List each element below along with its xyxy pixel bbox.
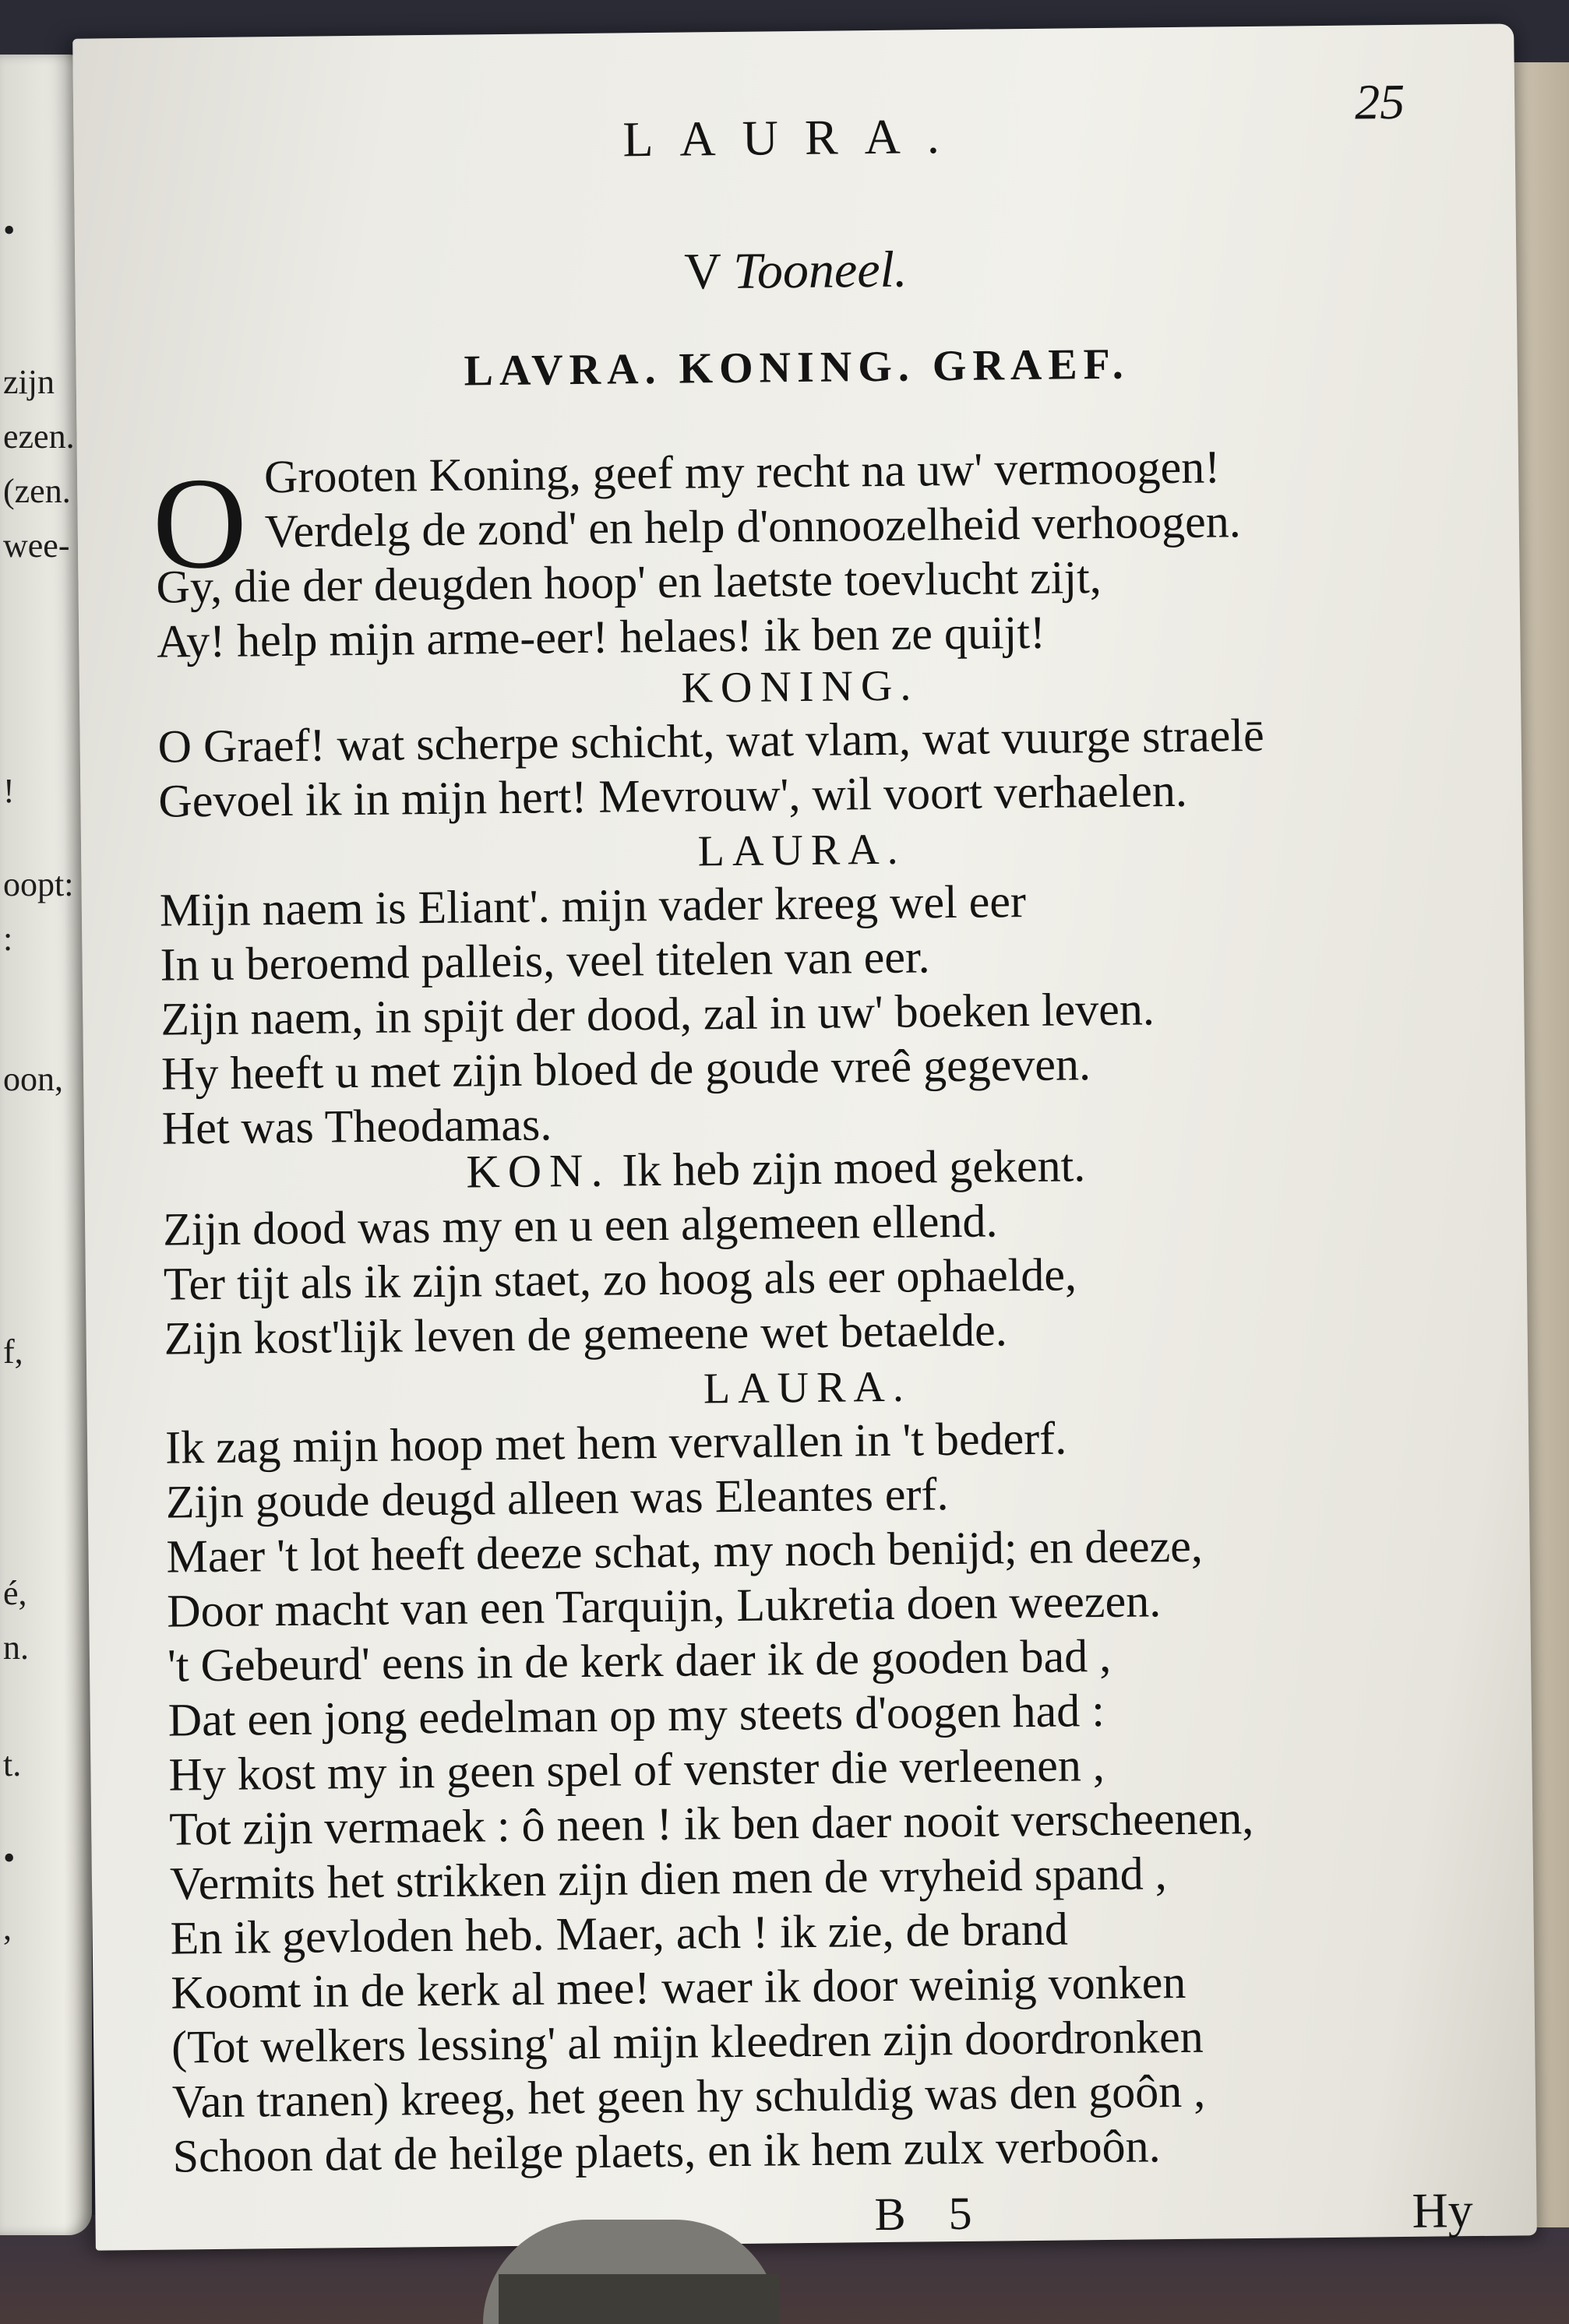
verse-line: Maer 't lot heeft deeze schat, my noch benijd; en deeze, [166,1519,1204,1583]
verse-line: Ter tijt als ik zijn staet, zo hoog als eer ophaelde, [163,1248,1077,1310]
verse-line: Hy kost my in geen spel of venster die verleenen , [168,1739,1105,1801]
page-number: 25 [1354,73,1405,130]
verse-line: (Tot welkers lessing' al mijn kleedren zijn doordronken [171,2010,1204,2073]
scene-heading [153,234,1439,307]
running-head: LAURA. [622,107,967,167]
scene-word: Tooneel. [732,241,908,300]
verse-line: Zijn kost'lijk leven de gemeene wet betaelde. [164,1304,1008,1364]
left-fragment: t. [3,1745,22,1783]
verse-line: Verdelg de zond' en help d'onnoozelheid verhoogen. [264,495,1241,558]
verse-line: Van tranen) kreeg, het geen hy schuldig was den goôn , [171,2065,1206,2128]
verse-text: Ik heb zijn moed gekent. [622,1139,1086,1196]
verse-line: In u beroemd palleis, veel titelen van eer. [160,931,930,991]
verse-line: 't Gebeurd' eens in de kerk daer ik de gooden bad , [167,1629,1112,1692]
cast-list: LAVRA. KONING. GRAEF. [464,340,1130,396]
verse-line: Ik zag mijn hoop met hem vervallen in 't bederf. [164,1412,1067,1474]
verse-line-shared [466,1139,1086,1198]
verse-line: Schoon dat de heilge plaets, en ik hem zulx verboôn. [172,2120,1161,2182]
speaker-label: LAURA. [703,1362,912,1414]
verse-line: Hy heeft u met zijn bloed de goude vreê gegeven. [160,1038,1091,1100]
verse-line: Tot zijn vermaek : ô neen ! ik ben daer nooit verscheenen, [168,1792,1254,1855]
left-fragment: : [3,920,13,958]
left-fragment: , [3,1909,12,1947]
verse-line: En ik gevloden heb. Maer, ach ! ik zie, de brand [170,1903,1069,1964]
left-fragment: ! [3,772,15,810]
left-fragment: n. [3,1629,29,1667]
left-fragment: wee- [3,526,70,565]
page-text [150,24,1474,2241]
speaker-label: KONING. [681,661,919,713]
catchword: Hy [1412,2182,1474,2238]
left-fragment: • [3,211,16,249]
left-fragment: zijn [3,363,55,401]
left-fragment: (zen. [3,472,71,510]
verse-line: Door macht van een Tarquijn, Lukretia doen weezen. [166,1575,1162,1637]
verse-line: Gy, die der deugden hoop' en laetste toevlucht zijt, [156,551,1102,613]
verse-line: Mijn naem is Eliant'. mijn vader kreeg wel eer [159,875,1027,936]
left-fragment: f, [3,1333,23,1371]
left-fragment: ezen. [3,417,75,456]
left-fragment: oon, [3,1060,63,1098]
verse-line: Grooten Koning, geef my recht na uw' vermoogen! [263,441,1221,503]
book-page [72,23,1537,2250]
verse-line: Zijn goude deugd alleen was Eleantes erf. [165,1468,949,1528]
signature-mark: B 5 [874,2187,988,2241]
verse-line: Zijn dood was my en u een algemeen ellend. [162,1195,998,1255]
left-fragment: • [3,1839,16,1877]
thumb-shadow [499,2274,779,2324]
scene-numeral: V [683,243,721,301]
verse-line: Koomt in de kerk al mee! waer ik door weinig vonken [171,1956,1186,2019]
speaker-label: LAURA. [697,825,906,876]
verse-line: Het was Theodamas. [161,1098,552,1154]
left-fragment: oopt: [3,865,74,903]
verse-line: O Graef! wat scherpe schicht, wat vlam, wat vuurge straelē [157,709,1264,773]
drop-cap: O [151,450,249,597]
verse-line: Vermits het strikken zijn dien men de vryheid spand , [169,1847,1167,1910]
left-fragment: é, [3,1574,27,1612]
verse-line: Dat een jong eedelman op my steets d'oogen had : [167,1685,1105,1746]
speaker-label: KON. [466,1144,611,1198]
verse-line: Gevoel ik in mijn hert! Mevrouw', wil voort verhaelen. [158,764,1188,827]
verse-line: Ay! help mijn arme-eer! helaes! ik ben ze quijt! [156,606,1046,667]
verse-line: Zijn naem, in spijt der dood, zal in uw' boeken leven. [160,983,1155,1045]
